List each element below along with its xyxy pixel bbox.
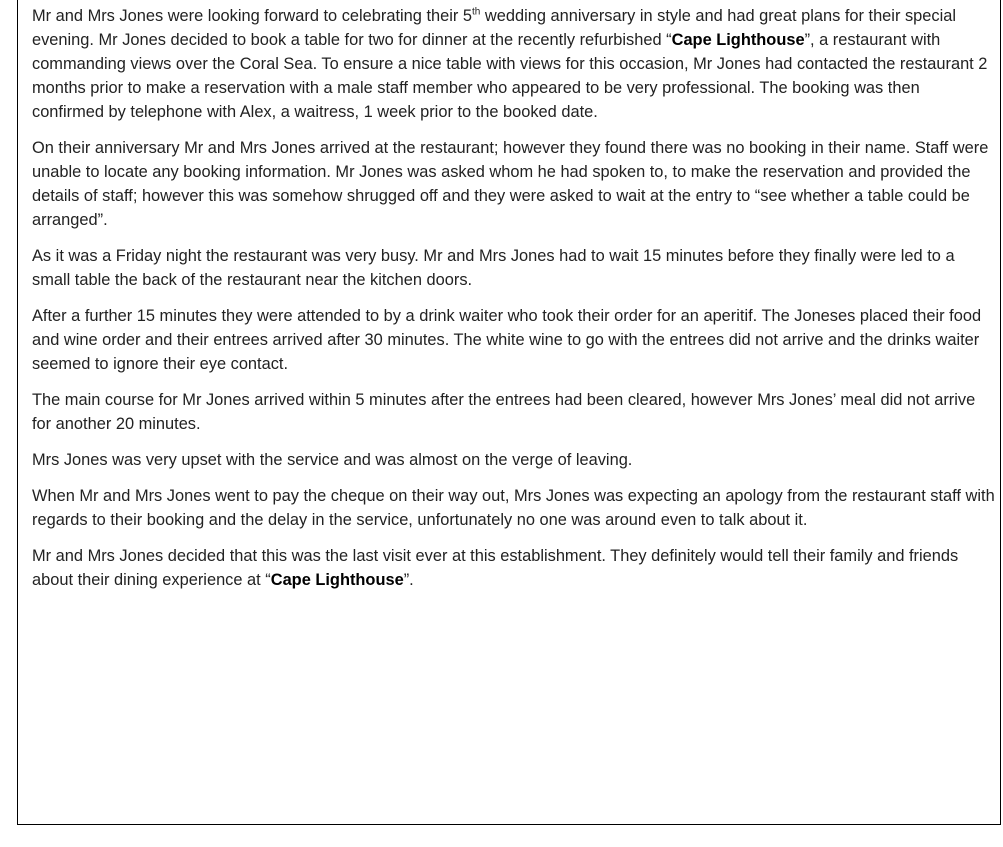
paragraph-8	[32, 544, 995, 592]
paragraph-7: When Mr and Mrs Jones went to pay the cheque on their way out, Mrs Jones was expecting an apology from the restaurant staff with regards to their booking and the delay in the service, unfortunately no one was around even to talk about it.	[32, 487, 995, 529]
paragraph-8-text-a: Mr and Mrs Jones decided that this was the last visit ever at this establishment. They definitely would tell their family and friends about their dining experience at “	[32, 547, 959, 589]
paragraph-1-text-a: Mr and Mrs Jones were looking forward to celebrating their 5	[32, 7, 473, 25]
restaurant-name: Cape Lighthouse	[270, 571, 404, 589]
paragraph-8-text-b: ”.	[403, 571, 414, 589]
ordinal-suffix: th	[472, 6, 481, 18]
paragraph-5: The main course for Mr Jones arrived within 5 minutes after the entrees had been cleared, however Mrs Jones’ meal did not arrive for another 20 minutes.	[32, 391, 976, 433]
paragraph-1-text-c: ”, a restaurant with commanding views over the Coral Sea. To ensure a nice table with views for this occasion, Mr Jones had contacted the restaurant 2 months prior to make a reservation with a male staff member who appeared to be very professional. The booking was then confirmed by telephone with Alex, a waitress, 1 week prior to the booked date.	[32, 31, 988, 121]
paragraph-1-text-b: wedding anniversary in style and had great plans for their special evening. Mr Jones decided to book a table for two for dinner at the recently refurbished “	[32, 7, 956, 49]
document-text-box	[17, 0, 1001, 825]
restaurant-name: Cape Lighthouse	[671, 31, 805, 49]
paragraph-6: Mrs Jones was very upset with the service and was almost on the verge of leaving.	[32, 451, 633, 469]
paragraph-4: After a further 15 minutes they were attended to by a drink waiter who took their order for an aperitif. The Joneses placed their food and wine order and their entrees arrived after 30 minutes. The white wine to go with the entrees did not arrive and the drinks waiter seemed to ignore their eye contact.	[32, 307, 982, 373]
paragraph-1	[32, 4, 995, 124]
paragraph-2: On their anniversary Mr and Mrs Jones arrived at the restaurant; however they found there was no booking in their name. Staff were unable to locate any booking information. Mr Jones was asked whom he had spoken to, to make the reservation and provided the details of staff; however this was somehow shrugged off and they were asked to wait at the entry to “see whether a table could be arranged”.	[32, 139, 989, 229]
paragraph-3: As it was a Friday night the restaurant was very busy. Mr and Mrs Jones had to wait 15 minutes before they finally were led to a small table the back of the restaurant near the kitchen doors.	[32, 247, 955, 289]
